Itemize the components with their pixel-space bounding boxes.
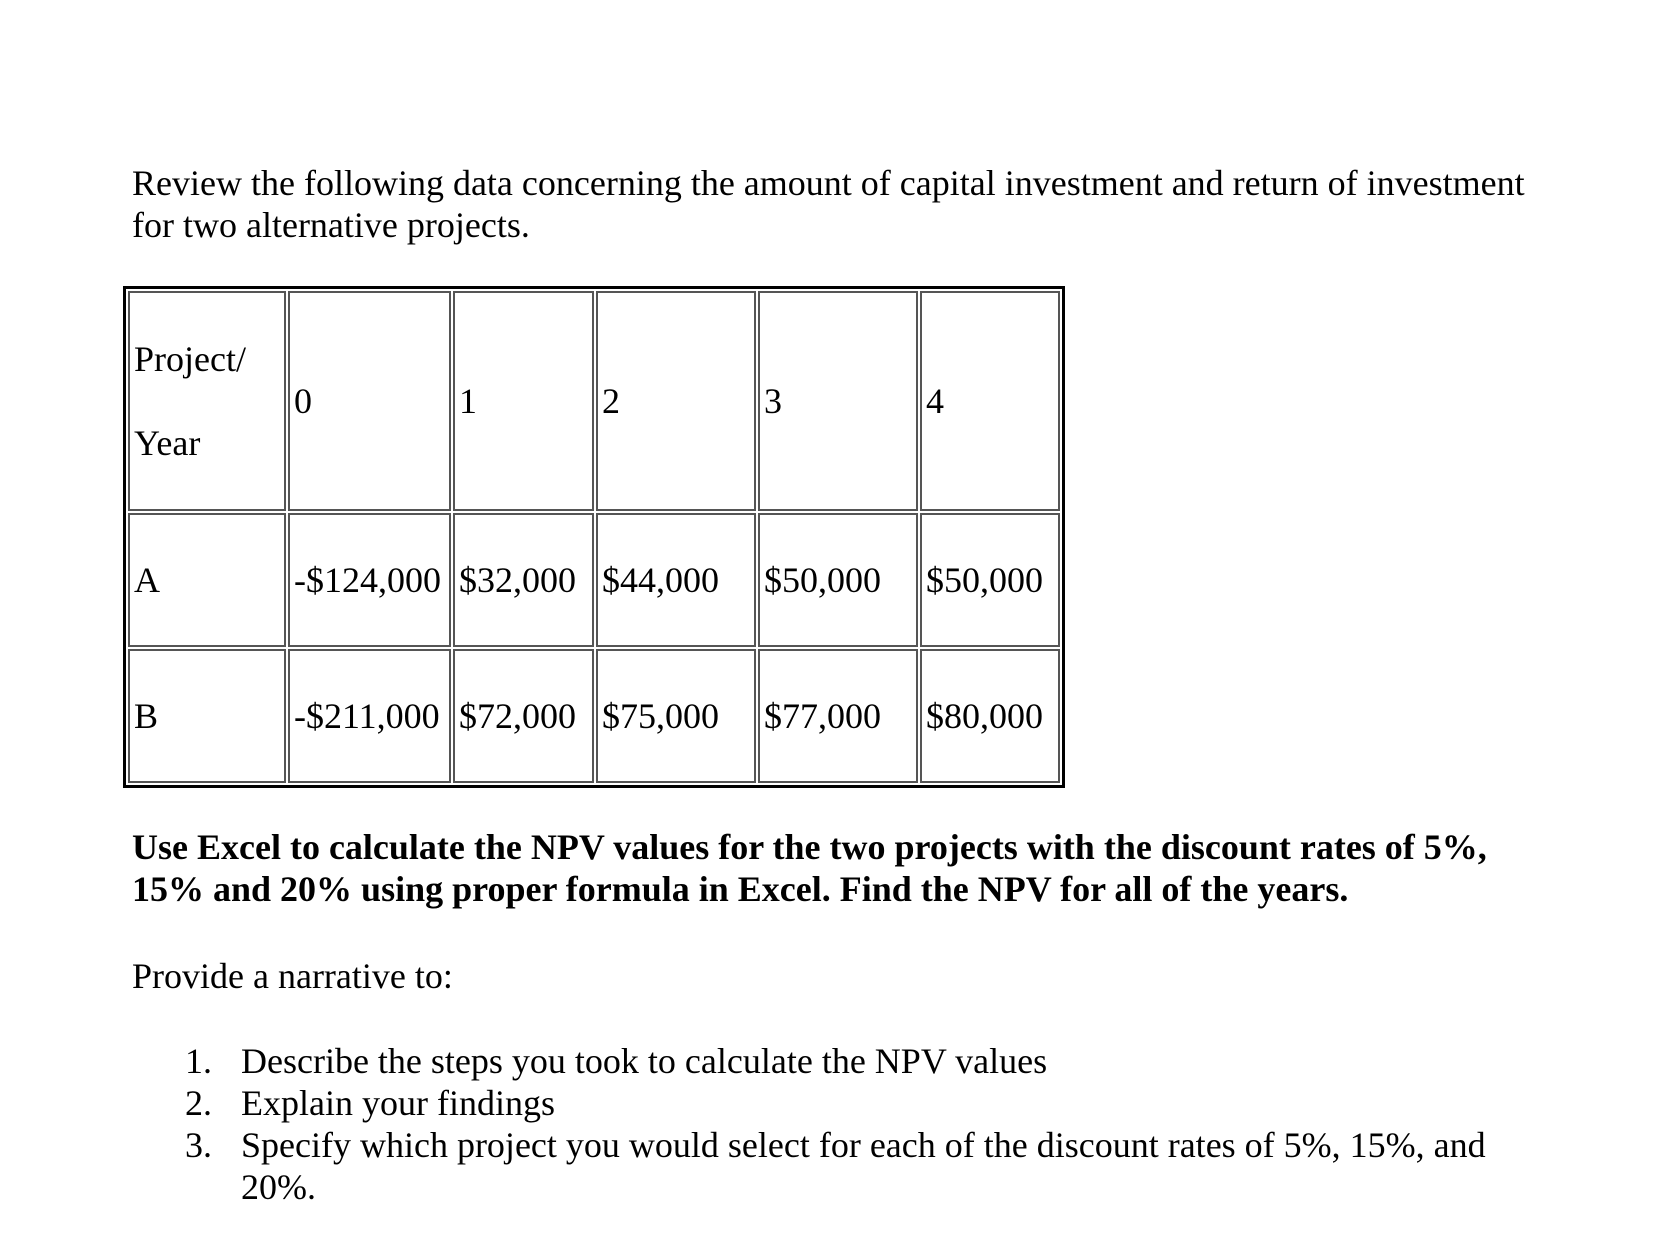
table-row-project-b — [128, 649, 1060, 783]
value-cell: $80,000 — [920, 649, 1060, 783]
table-row-project-a — [128, 513, 1060, 647]
header-cell-project-year — [128, 291, 286, 511]
list-item-text: Explain your findings — [241, 1083, 555, 1123]
year-header-cell: 4 — [920, 291, 1060, 511]
value-cell: -$124,000 — [288, 513, 451, 647]
year-header-cell: 0 — [288, 291, 451, 511]
value-cell: $44,000 — [596, 513, 756, 647]
project-label-cell: B — [128, 649, 286, 783]
value-cell: $75,000 — [596, 649, 756, 783]
list-item-text: Describe the steps you took to calculate the NPV values — [241, 1041, 1048, 1081]
narrative-intro: Provide a narrative to: — [132, 956, 453, 996]
table-header-row — [128, 291, 1060, 511]
value-cell: $77,000 — [758, 649, 918, 783]
list-item-number: 3. — [185, 1125, 212, 1165]
project-label-cell: A — [128, 513, 286, 647]
list-item — [185, 1082, 1555, 1124]
year-header-cell: 2 — [596, 291, 756, 511]
list-item-number: 1. — [185, 1041, 212, 1081]
intro-paragraph: Review the following data concerning the amount of capital investment and return of investment for two alternative projects. — [132, 163, 1525, 245]
list-item-text: Specify which project you would select for each of the discount rates of 5%, 15%, and 20%. — [241, 1125, 1486, 1207]
value-cell: $32,000 — [453, 513, 594, 647]
value-cell: -$211,000 — [288, 649, 451, 783]
list-item-number: 2. — [185, 1083, 212, 1123]
list-item — [185, 1040, 1555, 1082]
task-instruction: Use Excel to calculate the NPV values for the two projects with the discount rates of 5%, 15% and 20% using proper formula in Excel. Find the NPV for all of the years. — [132, 827, 1487, 909]
value-cell: $72,000 — [453, 649, 594, 783]
value-cell: $50,000 — [758, 513, 918, 647]
header-project-label: Project/ — [134, 339, 246, 379]
year-header-cell: 3 — [758, 291, 918, 511]
header-year-label: Year — [134, 423, 201, 463]
value-cell: $50,000 — [920, 513, 1060, 647]
year-header-cell: 1 — [453, 291, 594, 511]
list-item — [185, 1124, 1555, 1208]
narrative-steps-list — [185, 1040, 1555, 1208]
cash-flow-table — [123, 286, 1065, 788]
